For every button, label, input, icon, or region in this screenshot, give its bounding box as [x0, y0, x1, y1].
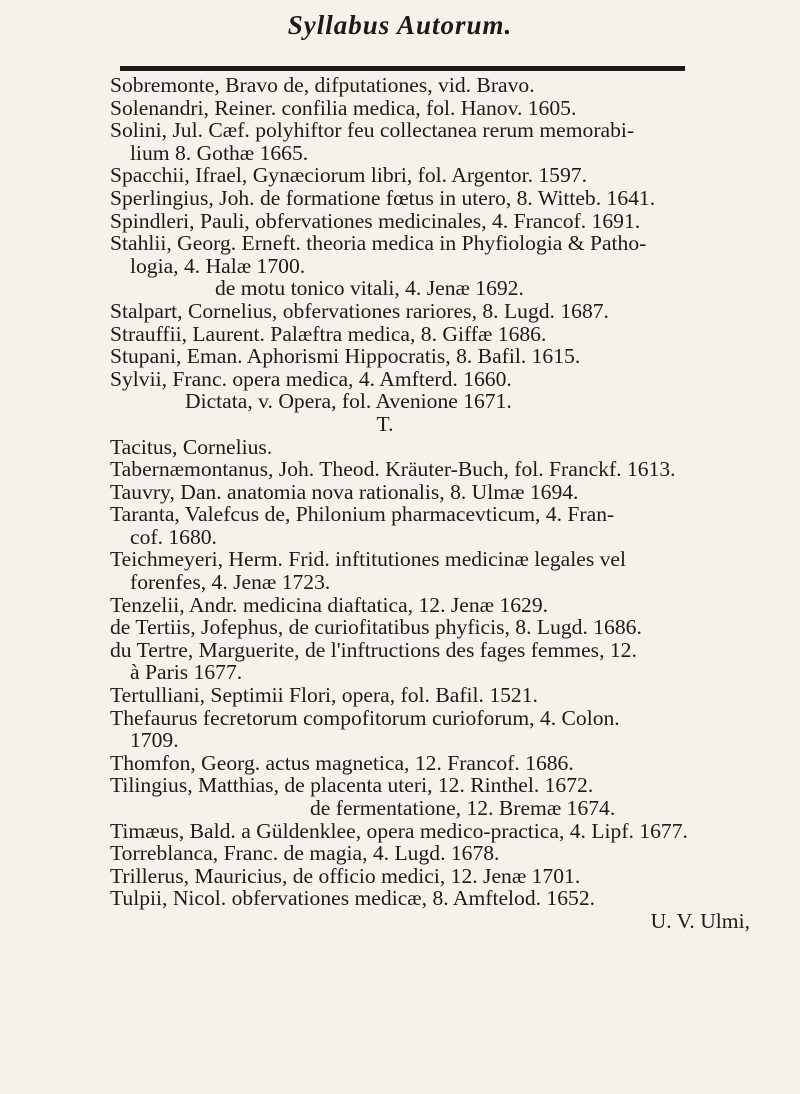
entry-line: Tauvry, Dan. anatomia nova rationalis, 8. Ulmæ 1694. [110, 479, 579, 504]
entry-line: 1709. [130, 728, 179, 753]
section-letter: T. [376, 411, 394, 436]
entry-line: Thomfon, Georg. actus magnetica, 12. Francof. 1686. [110, 750, 574, 775]
running-header: Syllabus Autorum. [287, 10, 513, 40]
entry-line: du Tertre, Marguerite, de l'inftructions des fages femmes, 12. [110, 637, 637, 662]
entry-line: Tenzelii, Andr. medicina diaftatica, 12. Jenæ 1629. [110, 592, 549, 617]
entry-line: Stalpart, Cornelius, obfervationes rariores, 8. Lugd. 1687. [110, 298, 609, 323]
entry-line: Tabernæmontanus, Joh. Theod. Kräuter-Buch, fol. Franckf. 1613. [110, 457, 676, 482]
entry-line: Stupani, Eman. Aphorismi Hippocratis, 8. Bafil. 1615. [110, 344, 581, 369]
entry-line: de fermentatione, 12. Bremæ 1674. [310, 796, 616, 820]
entry-line: Tulpii, Nicol. obfervationes medicæ, 8. Amftelod. 1652. [110, 886, 596, 911]
entry-line: Torreblanca, Franc. de magia, 4. Lugd. 1678. [110, 841, 500, 866]
entry-line: Sylvii, Franc. opera medica, 4. Amfterd. 1660. [110, 366, 512, 391]
entry-line: cof. 1680. [130, 524, 217, 549]
entry-line: Spacchii, Ifrael, Gynæciorum libri, fol. Argentor. 1597. [110, 163, 587, 188]
entry-line: Dictata, v. Opera, fol. Avenione 1671. [185, 389, 512, 414]
entry-line: lium 8. Gothæ 1665. [130, 140, 309, 165]
entry-line: de Tertiis, Jofephus, de curiofitatibus phyficis, 8. Lugd. 1686. [110, 615, 642, 640]
entry-line: Tacitus, Cornelius. [110, 434, 273, 459]
entry-line: Solenandri, Reiner. confilia medica, fol. Hanov. 1605. [110, 95, 577, 120]
entry-line: Tertulliani, Septimii Flori, opera, fol. Bafil. 1521. [110, 683, 538, 708]
entry-line: Taranta, Valefcus de, Philonium pharmacevticum, 4. Fran- [110, 502, 615, 527]
entry-line: de motu tonico vitali, 4. Jenæ 1692. [215, 276, 524, 301]
header-rule [120, 66, 685, 71]
entry-line: Timæus, Bald. a Güldenklee, opera medico-practica, 4. Lipf. 1677. [110, 818, 688, 843]
entry-line: Spindleri, Pauli, obfervationes medicinales, 4. Francof. 1691. [110, 208, 641, 233]
entry-line: Trillerus, Mauricius, de officio medici, 12. Jenæ 1701. [110, 863, 581, 888]
entry-line: Strauffii, Laurent. Palæftra medica, 8. Giffæ 1686. [110, 321, 547, 346]
entry-line: forenfes, 4. Jenæ 1723. [130, 570, 331, 595]
bibliography-entries [110, 74, 750, 933]
entry-line: Solini, Jul. Cæf. polyhiftor feu collectanea rerum memorabi- [110, 118, 635, 143]
entry-line: à Paris 1677. [130, 660, 243, 685]
entry-line: Sobremonte, Bravo de, difputationes, vid. Bravo. [110, 73, 535, 97]
entry-line: Teichmeyeri, Herm. Frid. inftitutiones medicinæ legales vel [110, 547, 627, 572]
entry-line: Tilingius, Matthias, de placenta uteri, 12. Rinthel. 1672. [110, 773, 594, 798]
entry-line: Stahlii, Georg. Erneft. theoria medica in Phyfiologia & Patho- [110, 231, 647, 256]
catchword: U. V. Ulmi, [650, 908, 750, 933]
entry-line: Sperlingius, Joh. de formatione fœtus in utero, 8. Witteb. 1641. [110, 185, 656, 210]
entry-line: logia, 4. Halæ 1700. [130, 253, 306, 278]
entry-line: Thefaurus fecretorum compofitorum curioforum, 4. Colon. [110, 705, 620, 730]
